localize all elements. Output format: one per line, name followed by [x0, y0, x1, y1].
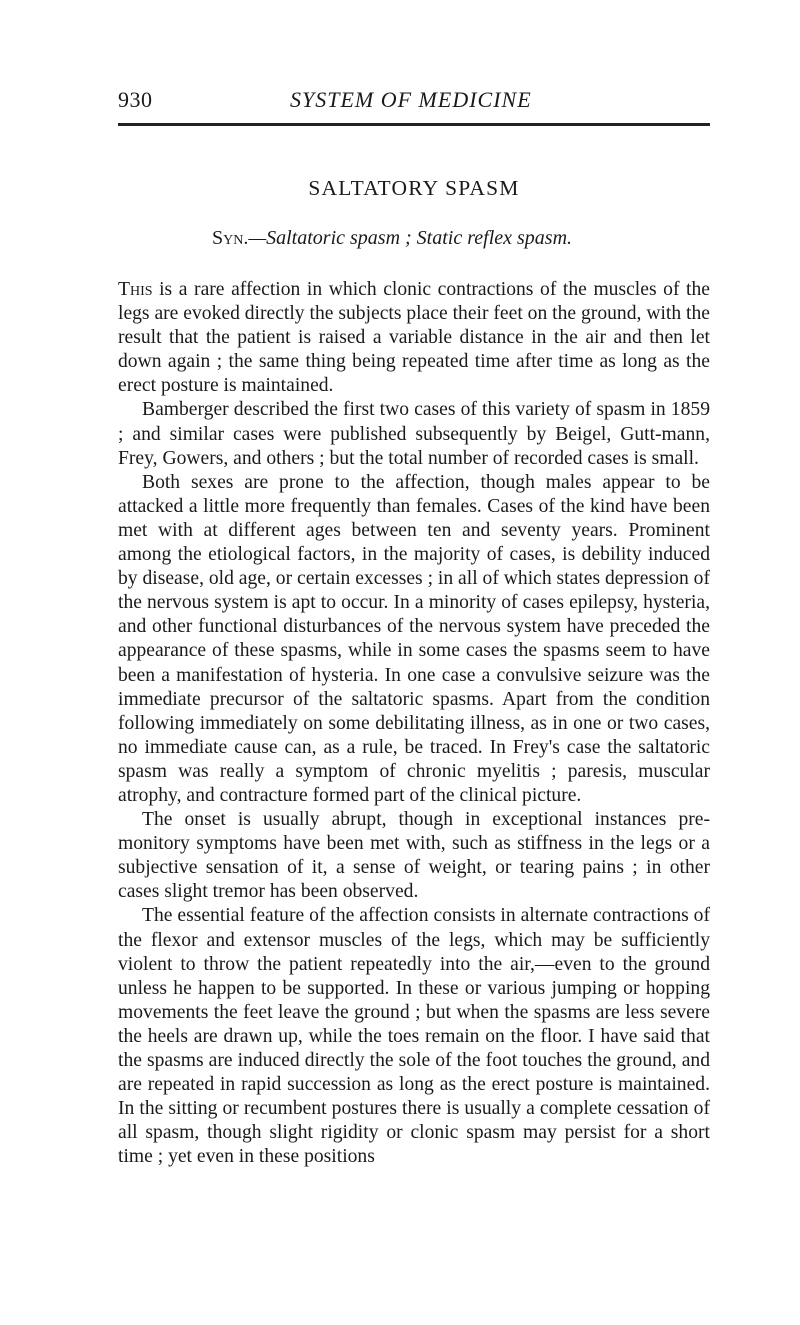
paragraph-4: The onset is usually abrupt, though in exceptional instances pre-monitory symptoms have been met with, such as stiffness in the legs or a subjective sensation of it, a sense of weight, or tearing pains ; in other cases slight tremor has been observed.: [118, 809, 710, 903]
paragraph-3: Both sexes are prone to the affection, though males appear to be attacked a little more frequently than females. Cases of the kind have been met with at different ages between ten and seventy years. Prominent among the etiological factors, in the majority of cases, is debility induced by disease, old age, or certain excesses ; in all of which states depression of the nervous system is apt to occur. In a minority of cases epilepsy, hysteria, and other functional disturbances of the nervous system have preceded the appearance of these spasms, while in some cases the spasms seem to have been a manifestation of hysteria. In one case a convulsive seizure was the immediate precursor of the saltatoric spasms. Apart from the condition following immediately on some debilitating illness, as in one or two cases, no immediate cause can, as a rule, be traced. In Frey's case the saltatoric spasm was really a symptom of chronic myelitis ; paresis, muscular atrophy, and contracture formed part of the clinical picture.: [118, 471, 710, 806]
paragraph-1: [118, 278, 710, 398]
running-title: SYSTEM OF MEDICINE: [290, 87, 532, 112]
chapter-title: SALTATORY SPASM: [308, 176, 520, 200]
running-head: [118, 86, 710, 114]
page-number: 930: [118, 87, 153, 112]
paragraph-5: The essential feature of the affection consists in alternate contractions of the flexor and extensor muscles of the legs, which may be sufficiently violent to throw the patient repeatedly into the air,—even to the ground unless he happen to be supported. In these or various jumping or hopping movements the feet leave the ground ; but when the spasms are less severe the heels are drawn up, while the toes remain on the floor. I have said that the spasms are induced directly the sole of the foot touches the ground, and are repeated in rapid succession as long as the erect posture is maintained. In the sitting or recumbent postures there is usually a complete cessation of all spasm, though slight rigidity or clonic spasm may persist for a short time ; yet even in these positions: [118, 905, 710, 1168]
synonyms-line: [118, 224, 710, 252]
synonyms-text: —Saltatoric spasm ; Static reflex spasm.: [248, 227, 573, 249]
lead-word: This: [118, 279, 153, 300]
paragraph-2: Bamberger described the first two cases of this variety of spasm in 1859 ; and similar cases were published subsequently by Beigel, Gutt-mann, Frey, Gowers, and others ; but the total number of recorded cases is small.: [118, 399, 710, 469]
paragraph-1-text: is a rare affection in which clonic contractions of the muscles of the legs are evoked directly the subjects place their feet on the ground, with the result that the patient is raised a variable distance in the air and then let down again ; the same thing being repeated time after time as long as the erect posture is maintained.: [118, 279, 710, 397]
body-text: [118, 278, 710, 1169]
synonyms-label: Syn.: [212, 227, 249, 249]
header-rule: [118, 123, 710, 126]
